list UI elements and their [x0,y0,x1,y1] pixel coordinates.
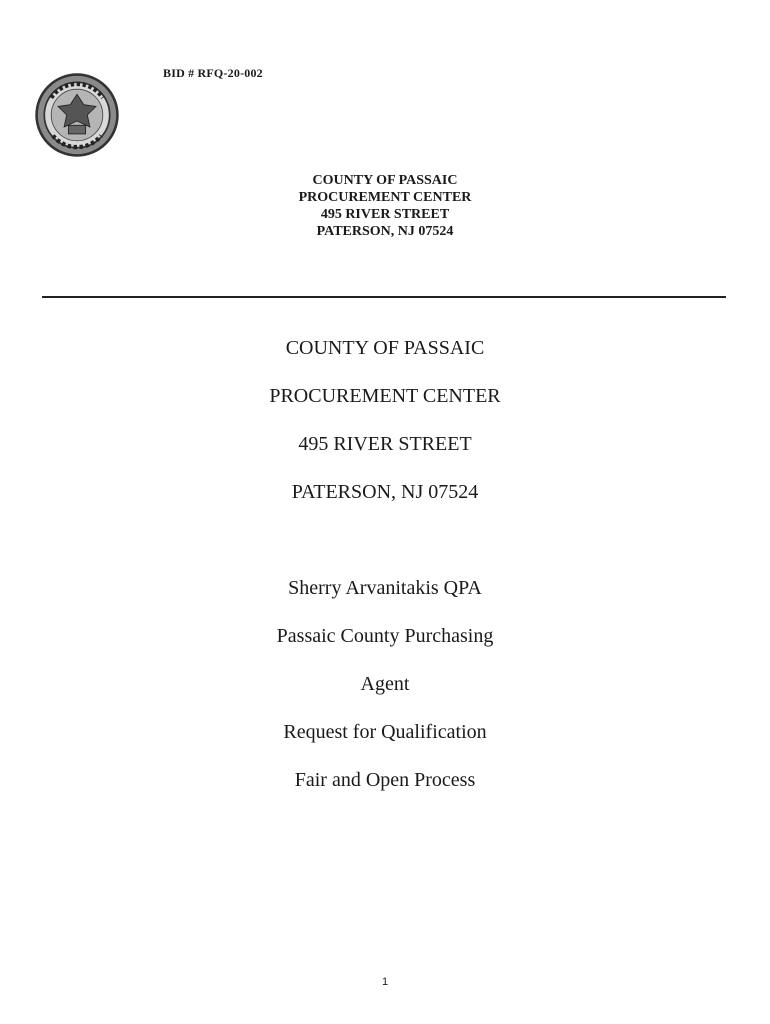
page-number: 1 [381,976,389,988]
title-block [185,334,585,526]
title-line-city: PATERSON, NJ 07524 [291,481,479,503]
address-line-county: COUNTY OF PASSAIC [312,173,458,188]
contact-title-line-2: Agent [360,673,410,695]
address-line-center: PROCUREMENT CENTER [298,190,472,205]
title-line-county: COUNTY OF PASSAIC [285,337,485,359]
document-type: Request for Qualification [283,721,487,743]
contact-name: Sherry Arvanitakis QPA [288,577,482,599]
horizontal-divider [42,296,726,298]
bid-number: BID # RFQ-20-002 [163,66,263,80]
contact-title-line-1: Passaic County Purchasing [276,625,494,647]
contact-block [185,574,585,814]
address-block [250,172,520,240]
title-line-street: 495 RIVER STREET [298,433,472,455]
address-line-street: 495 RIVER STREET [320,207,450,222]
address-line-city: PATERSON, NJ 07524 [316,224,454,239]
title-line-center: PROCUREMENT CENTER [269,385,501,407]
county-seal-logo [34,72,120,158]
process-type: Fair and Open Process [294,769,476,791]
